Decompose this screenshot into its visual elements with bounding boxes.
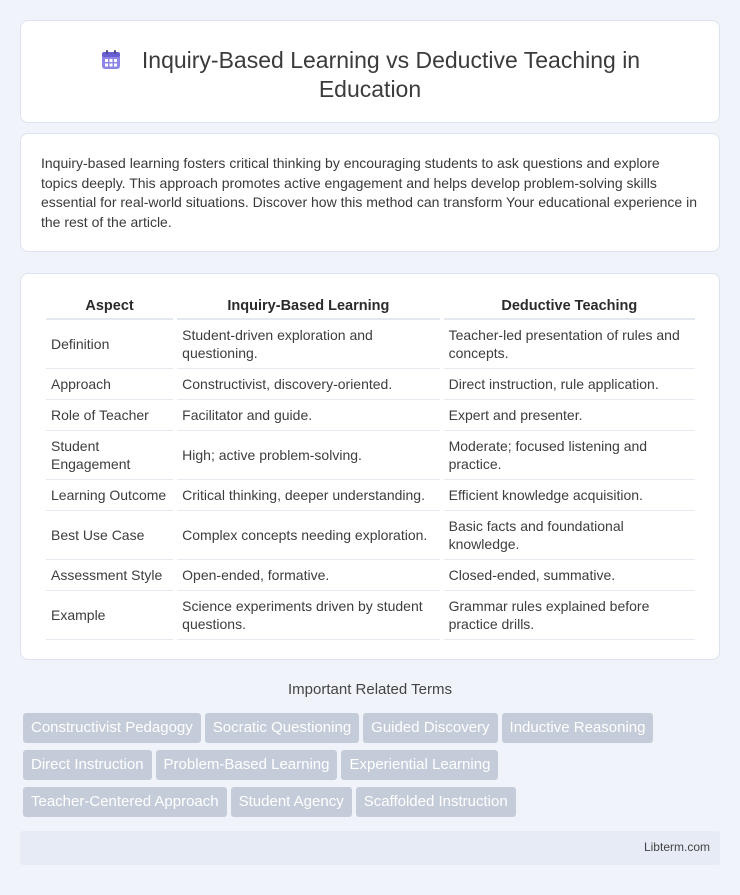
tag-problem-based-learning[interactable]: Problem-Based Learning xyxy=(156,750,338,780)
aspect-cell: Approach xyxy=(46,369,173,400)
aspect-cell: Definition xyxy=(46,320,173,369)
aspect-cell: Example xyxy=(46,591,173,640)
related-terms-heading: Important Related Terms xyxy=(288,681,452,698)
related-terms-list xyxy=(23,713,723,824)
calendar-icon xyxy=(100,49,122,71)
table-row xyxy=(46,400,695,431)
deductive-cell: Grammar rules explained before practice drills. xyxy=(444,591,695,640)
tag-direct-instruction[interactable]: Direct Instruction xyxy=(23,750,152,780)
tag-experiential-learning[interactable]: Experiential Learning xyxy=(341,750,498,780)
deductive-cell: Basic facts and foundational knowledge. xyxy=(444,511,695,560)
deductive-cell: Expert and presenter. xyxy=(444,400,695,431)
table-row xyxy=(46,560,695,591)
table-row xyxy=(46,431,695,480)
aspect-cell: Best Use Case xyxy=(46,511,173,560)
inquiry-cell: High; active problem-solving. xyxy=(177,431,439,480)
aspect-cell: Learning Outcome xyxy=(46,480,173,511)
header-inquiry: Inquiry-Based Learning xyxy=(177,296,439,320)
table-row xyxy=(46,591,695,640)
deductive-cell: Efficient knowledge acquisition. xyxy=(444,480,695,511)
aspect-cell: Role of Teacher xyxy=(46,400,173,431)
tag-row xyxy=(23,787,723,824)
title-line-2: Education xyxy=(318,76,422,102)
title-line-1: Inquiry-Based Learning vs Deductive Teaching in xyxy=(141,47,641,73)
table-row xyxy=(46,320,695,369)
inquiry-cell: Complex concepts needing exploration. xyxy=(177,511,439,560)
comparison-table xyxy=(42,296,699,640)
tag-row xyxy=(23,713,723,750)
footer xyxy=(20,831,720,865)
inquiry-cell: Open-ended, formative. xyxy=(177,560,439,591)
header-deductive: Deductive Teaching xyxy=(444,296,695,320)
title-card xyxy=(20,20,720,123)
deductive-cell: Teacher-led presentation of rules and concepts. xyxy=(444,320,695,369)
tag-row xyxy=(23,750,723,787)
deductive-cell: Closed-ended, summative. xyxy=(444,560,695,591)
inquiry-cell: Constructivist, discovery-oriented. xyxy=(177,369,439,400)
table-row xyxy=(46,369,695,400)
aspect-cell: Student Engagement xyxy=(46,431,173,480)
aspect-cell: Assessment Style xyxy=(46,560,173,591)
tag-scaffolded-instruction[interactable]: Scaffolded Instruction xyxy=(356,787,516,817)
inquiry-cell: Science experiments driven by student questions. xyxy=(177,591,439,640)
intro-card xyxy=(20,133,720,252)
tag-teacher-centered-approach[interactable]: Teacher-Centered Approach xyxy=(23,787,227,817)
deductive-cell: Direct instruction, rule application. xyxy=(444,369,695,400)
deductive-cell: Moderate; focused listening and practice. xyxy=(444,431,695,480)
inquiry-cell: Critical thinking, deeper understanding. xyxy=(177,480,439,511)
comparison-card xyxy=(20,273,720,660)
tag-student-agency[interactable]: Student Agency xyxy=(231,787,352,817)
table-row xyxy=(46,511,695,560)
header-aspect: Aspect xyxy=(46,296,173,320)
footer-site-link[interactable]: Libterm.com xyxy=(643,840,710,854)
tag-constructivist-pedagogy[interactable]: Constructivist Pedagogy xyxy=(23,713,201,743)
inquiry-cell: Student-driven exploration and questioning. xyxy=(177,320,439,369)
table-header-row xyxy=(46,296,695,320)
tag-socratic-questioning[interactable]: Socratic Questioning xyxy=(205,713,359,743)
table-row xyxy=(46,480,695,511)
tag-inductive-reasoning[interactable]: Inductive Reasoning xyxy=(502,713,654,743)
inquiry-cell: Facilitator and guide. xyxy=(177,400,439,431)
intro-paragraph: Inquiry-based learning fosters critical thinking by encouraging students to ask questions and explore topics deeply. This approach promotes active engagement and helps develop problem-solving skills essential for real-world situations. Discover how this method can transform Your educational experience in the rest of the article. xyxy=(41,155,698,230)
page-title xyxy=(21,46,719,104)
tag-guided-discovery[interactable]: Guided Discovery xyxy=(363,713,497,743)
